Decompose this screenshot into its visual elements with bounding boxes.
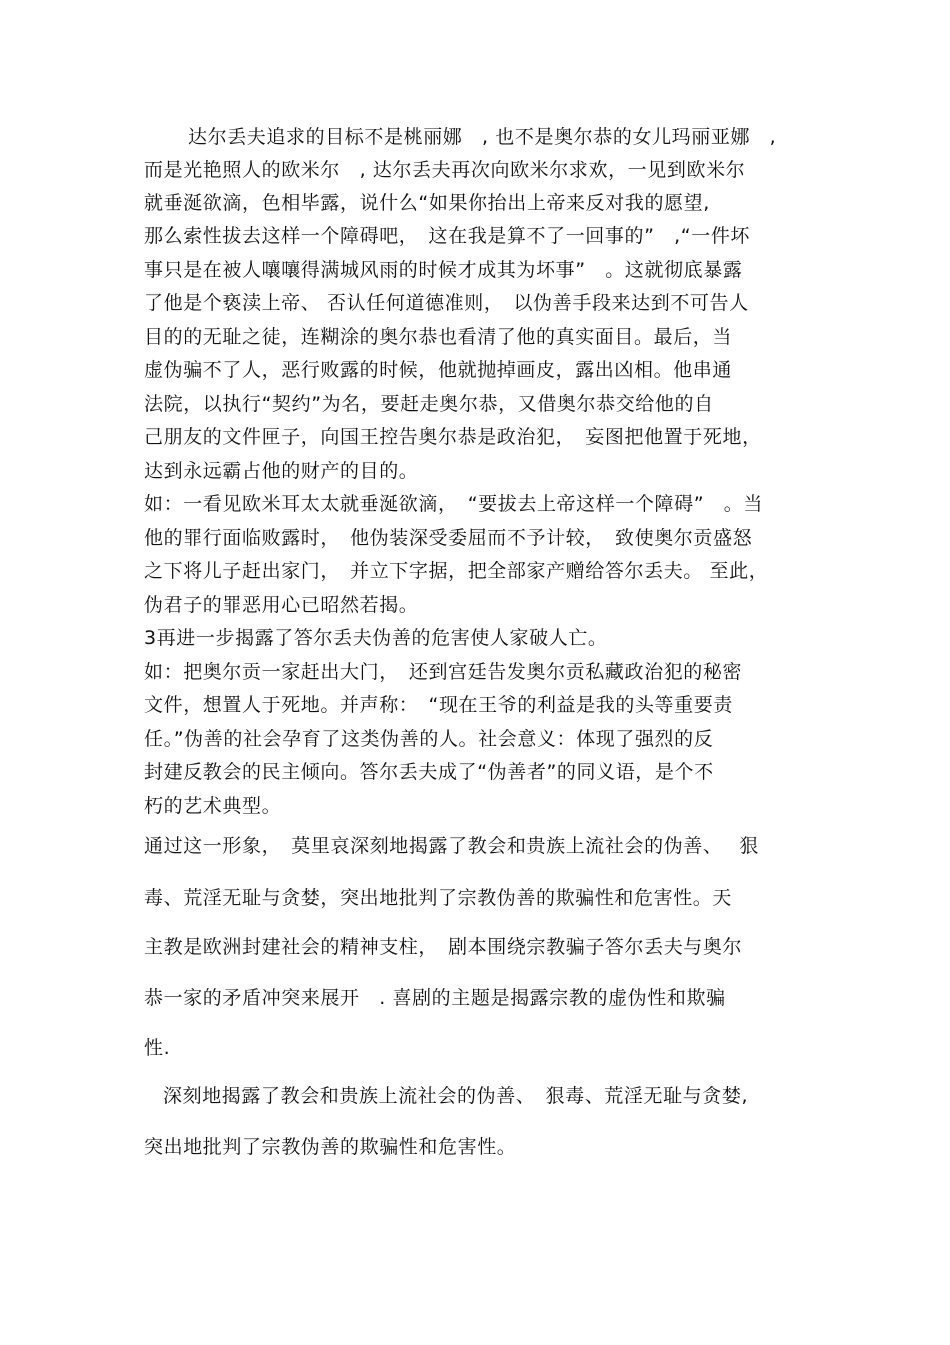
text-line: 朽的艺术典型。 <box>144 795 282 817</box>
text-line: 而是光艳照人的欧米尔 , 达尔丢夫再次向欧米尔求欢，一见到欧米尔 <box>144 159 746 181</box>
text-line: 达到永远霸占他的财产的目的。 <box>144 460 419 482</box>
text-line: 通过这一形象， 莫里哀深刻地揭露了教会和贵族上流社会的伪善、 狠 <box>144 835 759 857</box>
text-line: 他的罪行面临败露时， 他伪装深受委屈而不予计较， 致使奥尔贡盛怒 <box>144 527 753 549</box>
text-line: 深刻地揭露了教会和贵族上流社会的伪善、 狠毒、荒淫无耻与贪婪, <box>163 1085 749 1107</box>
text-line: 恭一家的矛盾冲突来展开 . 喜剧的主题是揭露宗教的虚伪性和欺骗 <box>144 987 726 1009</box>
text-line: 就垂涎欲滴，色相毕露，说什么“如果你抬出上帝来反对我的愿望, <box>144 192 710 214</box>
text-line: 性. <box>144 1037 171 1059</box>
text-line: 目的的无耻之徒，连糊涂的奥尔恭也看清了他的真实面目。最后，当 <box>144 326 733 348</box>
text-line: 如：把奥尔贡一家赶出大门， 还到宫廷告发奥尔贡私藏政治犯的秘密 <box>144 661 743 683</box>
text-line: 了他是个亵渎上帝、 否认任何道德准则， 以伪善手段来达到不可告人 <box>144 292 749 314</box>
text-line: 达尔丢夫追求的目标不是桃丽娜 , 也不是奥尔恭的女儿玛丽亚娜 , <box>188 126 777 148</box>
text-line: 伪君子的罪恶用心已昭然若揭。 <box>144 594 419 616</box>
text-line: 如：一看见欧米耳太太就垂涎欲滴， “要拔去上帝这样一个障碍” 。当 <box>144 493 763 515</box>
text-line: 那么索性拔去这样一个障碍吧， 这在我是算不了一回事的” ,“一件坏 <box>144 225 751 247</box>
text-line: 任。”伪善的社会孕育了这类伪善的人。社会意义：体现了强烈的反 <box>144 728 714 750</box>
text-line: 己朋友的文件匣子，向国王控告奥尔恭是政治犯， 妄图把他置于死地， <box>144 426 762 448</box>
text-line: 主教是欧洲封建社会的精神支柱， 剧本围绕宗教骗子答尔丢夫与奥尔 <box>144 936 743 958</box>
text-line: 虚伪骗不了人，恶行败露的时候，他就抛掉画皮，露出凶相。他串通 <box>144 359 733 381</box>
text-line: 封建反教会的民主倾向。答尔丢夫成了“伪善者”的同义语，是个不 <box>144 761 714 783</box>
text-line: 突出地批判了宗教伪善的欺骗性和危害性。 <box>144 1136 517 1158</box>
text-line: 法院，以执行“契约”为名，要赶走奥尔恭，又借奥尔恭交给他的自 <box>144 393 714 415</box>
text-line: 毒、荒淫无耻与贪婪，突出地批判了宗教伪善的欺骗性和危害性。天 <box>144 887 733 909</box>
text-line: 文件，想置人于死地。并声称： “现在王爷的利益是我的头等重要责 <box>144 694 733 716</box>
text-line: 事只是在被人嚷嚷得满城风雨的时候才成其为坏事” 。这就彻底暴露 <box>144 259 743 281</box>
text-line: 之下将儿子赶出家门， 并立下字据，把全部家产赠给答尔丢夫。 至此， <box>144 560 769 582</box>
text-line: 3再进一步揭露了答尔丢夫伪善的危害使人家破人亡。 <box>144 627 608 649</box>
